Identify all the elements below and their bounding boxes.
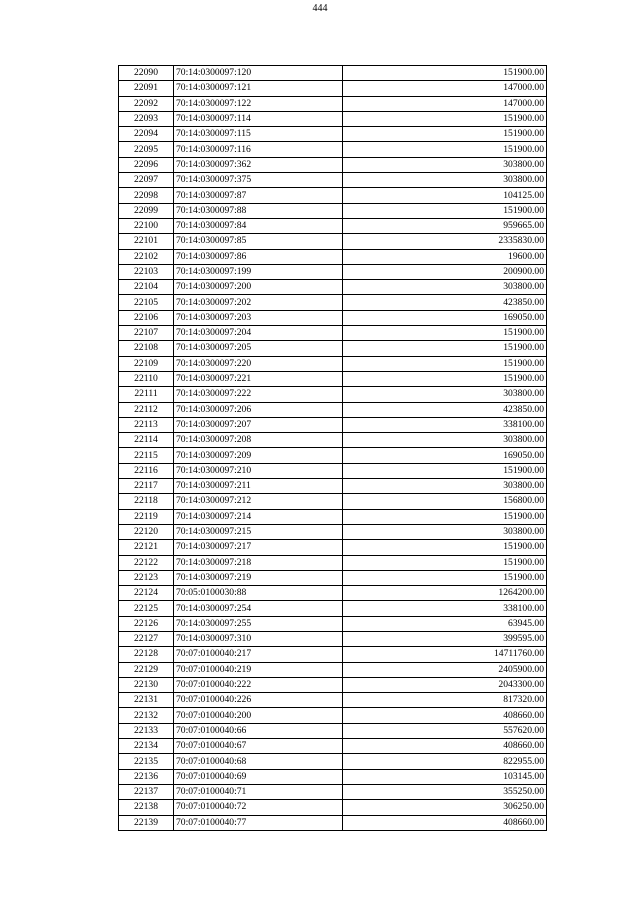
value-cell: 151900.00 — [343, 555, 547, 570]
cadastral-number-cell: 70:14:0300097:85 — [174, 234, 343, 249]
value-cell: 306250.00 — [343, 800, 547, 815]
value-cell: 1264200.00 — [343, 586, 547, 601]
table-row — [119, 371, 547, 386]
table-row — [119, 784, 547, 799]
table-row — [119, 555, 547, 570]
value-cell: 151900.00 — [343, 127, 547, 142]
cadastral-number-cell: 70:07:0100040:68 — [174, 754, 343, 769]
cadastral-number-cell: 70:14:0300097:120 — [174, 66, 343, 81]
cadastral-number-cell: 70:07:0100040:67 — [174, 739, 343, 754]
cadastral-number-cell: 70:07:0100040:77 — [174, 815, 343, 830]
value-cell: 151900.00 — [343, 463, 547, 478]
row-number-cell: 22116 — [119, 463, 174, 478]
cadastral-number-cell: 70:07:0100040:71 — [174, 784, 343, 799]
value-cell: 151900.00 — [343, 540, 547, 555]
value-cell: 147000.00 — [343, 81, 547, 96]
value-cell: 303800.00 — [343, 433, 547, 448]
cadastral-number-cell: 70:14:0300097:84 — [174, 218, 343, 233]
cadastral-number-cell: 70:14:0300097:205 — [174, 341, 343, 356]
value-cell: 151900.00 — [343, 66, 547, 81]
cadastral-number-cell: 70:14:0300097:217 — [174, 540, 343, 555]
row-number-cell: 22123 — [119, 570, 174, 585]
row-number-cell: 22131 — [119, 693, 174, 708]
table-row — [119, 616, 547, 631]
row-number-cell: 22093 — [119, 111, 174, 126]
table-row — [119, 96, 547, 111]
value-cell: 303800.00 — [343, 387, 547, 402]
cadastral-number-cell: 70:14:0300097:221 — [174, 371, 343, 386]
value-cell: 557620.00 — [343, 723, 547, 738]
table-row — [119, 203, 547, 218]
value-cell: 355250.00 — [343, 784, 547, 799]
table-row — [119, 540, 547, 555]
row-number-cell: 22120 — [119, 524, 174, 539]
row-number-cell: 22125 — [119, 601, 174, 616]
row-number-cell: 22111 — [119, 387, 174, 402]
value-cell: 151900.00 — [343, 356, 547, 371]
cadastral-number-cell: 70:07:0100040:217 — [174, 647, 343, 662]
row-number-cell: 22118 — [119, 494, 174, 509]
row-number-cell: 22094 — [119, 127, 174, 142]
row-number-cell: 22134 — [119, 739, 174, 754]
table-row — [119, 326, 547, 341]
cadastral-number-cell: 70:14:0300097:204 — [174, 326, 343, 341]
cadastral-number-cell: 70:14:0300097:219 — [174, 570, 343, 585]
value-cell: 338100.00 — [343, 417, 547, 432]
table-row — [119, 417, 547, 432]
cadastral-number-cell: 70:07:0100040:200 — [174, 708, 343, 723]
cadastral-number-cell: 70:14:0300097:207 — [174, 417, 343, 432]
row-number-cell: 22098 — [119, 188, 174, 203]
table-row — [119, 264, 547, 279]
row-number-cell: 22112 — [119, 402, 174, 417]
table-row — [119, 387, 547, 402]
table-row — [119, 295, 547, 310]
table-row — [119, 157, 547, 172]
cadastral-number-cell: 70:14:0300097:199 — [174, 264, 343, 279]
table-row — [119, 310, 547, 325]
row-number-cell: 22128 — [119, 647, 174, 662]
cadastral-number-cell: 70:14:0300097:202 — [174, 295, 343, 310]
table-row — [119, 81, 547, 96]
cadastral-number-cell: 70:14:0300097:254 — [174, 601, 343, 616]
value-cell: 151900.00 — [343, 371, 547, 386]
value-cell: 151900.00 — [343, 570, 547, 585]
table-row — [119, 815, 547, 830]
row-number-cell: 22106 — [119, 310, 174, 325]
value-cell: 303800.00 — [343, 157, 547, 172]
cadastral-number-cell: 70:14:0300097:116 — [174, 142, 343, 157]
value-cell: 959665.00 — [343, 218, 547, 233]
cadastral-number-cell: 70:14:0300097:222 — [174, 387, 343, 402]
row-number-cell: 22135 — [119, 754, 174, 769]
row-number-cell: 22124 — [119, 586, 174, 601]
row-number-cell: 22096 — [119, 157, 174, 172]
value-cell: 156800.00 — [343, 494, 547, 509]
row-number-cell: 22138 — [119, 800, 174, 815]
table-row — [119, 586, 547, 601]
table-row — [119, 142, 547, 157]
table-row — [119, 433, 547, 448]
cadastral-number-cell: 70:14:0300097:209 — [174, 448, 343, 463]
value-cell: 63945.00 — [343, 616, 547, 631]
table-row — [119, 524, 547, 539]
cadastral-number-cell: 70:14:0300097:210 — [174, 463, 343, 478]
cadastral-number-cell: 70:07:0100040:226 — [174, 693, 343, 708]
table-row — [119, 708, 547, 723]
value-cell: 103145.00 — [343, 769, 547, 784]
value-cell: 423850.00 — [343, 402, 547, 417]
row-number-cell: 22115 — [119, 448, 174, 463]
value-cell: 2405900.00 — [343, 662, 547, 677]
table-row — [119, 662, 547, 677]
cadastral-number-cell: 70:14:0300097:220 — [174, 356, 343, 371]
table-row — [119, 601, 547, 616]
table-row — [119, 723, 547, 738]
cadastral-number-cell: 70:14:0300097:86 — [174, 249, 343, 264]
value-cell: 19600.00 — [343, 249, 547, 264]
row-number-cell: 22110 — [119, 371, 174, 386]
page-number: 444 — [312, 3, 328, 14]
table-row — [119, 402, 547, 417]
row-number-cell: 22137 — [119, 784, 174, 799]
value-cell: 151900.00 — [343, 203, 547, 218]
row-number-cell: 22133 — [119, 723, 174, 738]
value-cell: 104125.00 — [343, 188, 547, 203]
value-cell: 423850.00 — [343, 295, 547, 310]
row-number-cell: 22097 — [119, 173, 174, 188]
value-cell: 169050.00 — [343, 448, 547, 463]
value-cell: 169050.00 — [343, 310, 547, 325]
cadastral-number-cell: 70:14:0300097:206 — [174, 402, 343, 417]
value-cell: 151900.00 — [343, 509, 547, 524]
cadastral-number-cell: 70:14:0300097:375 — [174, 173, 343, 188]
table-row — [119, 509, 547, 524]
cadastral-number-cell: 70:14:0300097:87 — [174, 188, 343, 203]
value-cell: 303800.00 — [343, 280, 547, 295]
cadastral-number-cell: 70:07:0100040:219 — [174, 662, 343, 677]
value-cell: 147000.00 — [343, 96, 547, 111]
value-cell: 151900.00 — [343, 326, 547, 341]
row-number-cell: 22091 — [119, 81, 174, 96]
cadastral-number-cell: 70:14:0300097:310 — [174, 631, 343, 646]
cadastral-number-cell: 70:07:0100040:72 — [174, 800, 343, 815]
row-number-cell: 22121 — [119, 540, 174, 555]
cadastral-number-cell: 70:14:0300097:362 — [174, 157, 343, 172]
cadastral-number-cell: 70:14:0300097:211 — [174, 479, 343, 494]
cadastral-number-cell: 70:14:0300097:255 — [174, 616, 343, 631]
cadastral-number-cell: 70:14:0300097:218 — [174, 555, 343, 570]
cadastral-number-cell: 70:14:0300097:115 — [174, 127, 343, 142]
row-number-cell: 22113 — [119, 417, 174, 432]
row-number-cell: 22114 — [119, 433, 174, 448]
row-number-cell: 22119 — [119, 509, 174, 524]
table-row — [119, 647, 547, 662]
cadastral-number-cell: 70:14:0300097:121 — [174, 81, 343, 96]
table-row — [119, 218, 547, 233]
row-number-cell: 22099 — [119, 203, 174, 218]
table-row — [119, 463, 547, 478]
table-body — [119, 66, 547, 831]
row-number-cell: 22132 — [119, 708, 174, 723]
value-cell: 2335830.00 — [343, 234, 547, 249]
table-row — [119, 693, 547, 708]
value-cell: 408660.00 — [343, 708, 547, 723]
cadastral-number-cell: 70:14:0300097:200 — [174, 280, 343, 295]
cadastral-number-cell: 70:14:0300097:114 — [174, 111, 343, 126]
table-row — [119, 249, 547, 264]
table-row — [119, 280, 547, 295]
cadastral-number-cell: 70:14:0300097:203 — [174, 310, 343, 325]
value-cell: 303800.00 — [343, 173, 547, 188]
value-cell: 303800.00 — [343, 479, 547, 494]
row-number-cell: 22105 — [119, 295, 174, 310]
row-number-cell: 22136 — [119, 769, 174, 784]
table-row — [119, 66, 547, 81]
value-cell: 408660.00 — [343, 739, 547, 754]
table-row — [119, 631, 547, 646]
cadastral-number-cell: 70:14:0300097:215 — [174, 524, 343, 539]
table-row — [119, 479, 547, 494]
value-cell: 200900.00 — [343, 264, 547, 279]
table-row — [119, 769, 547, 784]
row-number-cell: 22122 — [119, 555, 174, 570]
cadastral-number-cell: 70:05:0100030:88 — [174, 586, 343, 601]
value-cell: 151900.00 — [343, 341, 547, 356]
row-number-cell: 22101 — [119, 234, 174, 249]
value-cell: 151900.00 — [343, 142, 547, 157]
value-cell: 338100.00 — [343, 601, 547, 616]
row-number-cell: 22126 — [119, 616, 174, 631]
value-cell: 14711760.00 — [343, 647, 547, 662]
row-number-cell: 22108 — [119, 341, 174, 356]
row-number-cell: 22100 — [119, 218, 174, 233]
table-row — [119, 448, 547, 463]
cadastral-value-table — [118, 65, 547, 831]
cadastral-number-cell: 70:07:0100040:222 — [174, 677, 343, 692]
row-number-cell: 22090 — [119, 66, 174, 81]
cadastral-number-cell: 70:14:0300097:212 — [174, 494, 343, 509]
table-row — [119, 570, 547, 585]
value-cell: 408660.00 — [343, 815, 547, 830]
row-number-cell: 22104 — [119, 280, 174, 295]
row-number-cell: 22092 — [119, 96, 174, 111]
value-cell: 2043300.00 — [343, 677, 547, 692]
cadastral-number-cell: 70:07:0100040:69 — [174, 769, 343, 784]
cadastral-number-cell: 70:14:0300097:208 — [174, 433, 343, 448]
row-number-cell: 22117 — [119, 479, 174, 494]
table-row — [119, 341, 547, 356]
cadastral-number-cell: 70:14:0300097:122 — [174, 96, 343, 111]
row-number-cell: 22130 — [119, 677, 174, 692]
cadastral-number-cell: 70:14:0300097:214 — [174, 509, 343, 524]
cadastral-number-cell: 70:14:0300097:88 — [174, 203, 343, 218]
row-number-cell: 22127 — [119, 631, 174, 646]
value-cell: 303800.00 — [343, 524, 547, 539]
row-number-cell: 22109 — [119, 356, 174, 371]
row-number-cell: 22139 — [119, 815, 174, 830]
table-row — [119, 800, 547, 815]
value-cell: 817320.00 — [343, 693, 547, 708]
table-row — [119, 234, 547, 249]
table-row — [119, 754, 547, 769]
table-row — [119, 739, 547, 754]
row-number-cell: 22095 — [119, 142, 174, 157]
table-row — [119, 356, 547, 371]
cadastral-number-cell: 70:07:0100040:66 — [174, 723, 343, 738]
row-number-cell: 22103 — [119, 264, 174, 279]
table-row — [119, 127, 547, 142]
value-cell: 399595.00 — [343, 631, 547, 646]
table-row — [119, 111, 547, 126]
row-number-cell: 22102 — [119, 249, 174, 264]
row-number-cell: 22129 — [119, 662, 174, 677]
value-cell: 822955.00 — [343, 754, 547, 769]
table-row — [119, 494, 547, 509]
table-row — [119, 188, 547, 203]
table-row — [119, 677, 547, 692]
value-cell: 151900.00 — [343, 111, 547, 126]
row-number-cell: 22107 — [119, 326, 174, 341]
table-row — [119, 173, 547, 188]
